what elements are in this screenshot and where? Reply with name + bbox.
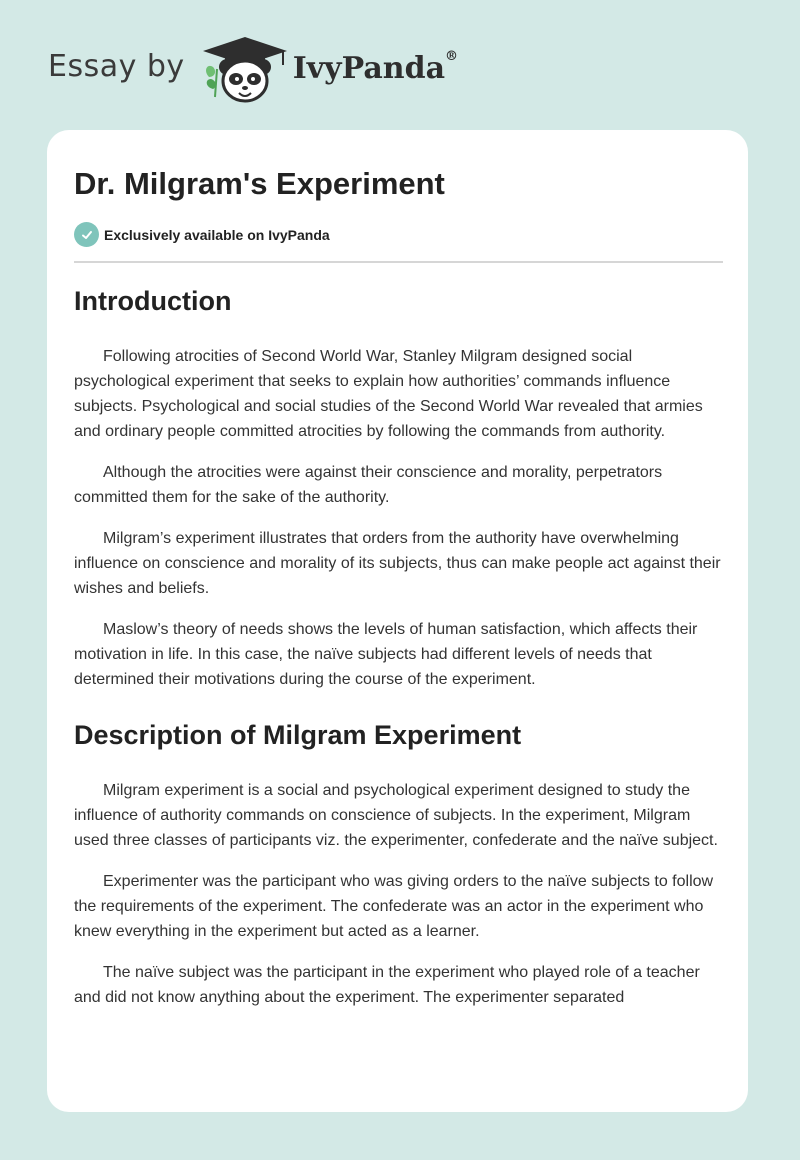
title-divider — [74, 261, 723, 263]
paragraph: Milgram’s experiment illustrates that orders from the authority have overwhelming influence on conscience and morality of its subjects, thus can make people act against their wishes and beliefs. — [74, 530, 721, 597]
check-icon — [74, 222, 99, 247]
section-heading-introduction: Introduction — [74, 286, 232, 316]
paragraph: Although the atrocities were against their conscience and morality, perpetrators committed them for the sake of the authority. — [74, 464, 663, 506]
exclusive-label: Exclusively available on IvyPanda — [104, 226, 330, 243]
paragraph: The naïve subject was the participant in the experiment who played role of a teacher and did not know anything about the experiment. The experimenter separated — [74, 964, 700, 1006]
brand-prefix: Essay by — [48, 48, 185, 84]
paragraph: Following atrocities of Second World War, Stanley Milgram designed social psychological experiment that seeks to explain how authorities’ commands influence subjects. Psychological and social studies of the Second World War revealed that armies and ordinary people committed atrocities by following the commands from authority. — [74, 348, 703, 440]
essay-body — [74, 282, 724, 1026]
section-heading-description: Description of Milgram Experiment — [74, 720, 522, 750]
paragraph: Milgram experiment is a social and psychological experiment designed to study the influence of authority commands on conscience of subjects. In the experiment, Milgram used three classes of participants viz. the experimenter, confederate and the naïve subject. — [74, 782, 718, 849]
brand-header — [48, 34, 458, 104]
paragraph: Maslow’s theory of needs shows the levels of human satisfaction, which affects their motivation in life. In this case, the naïve subjects had different levels of needs that determined their motivations during the course of the experiment. — [74, 621, 698, 688]
essay-card — [47, 130, 748, 1112]
paragraph: Experimenter was the participant who was giving orders to the naïve subjects to follow the requirements of the experiment. The confederate was an actor in the experiment who knew everything in the experiment but acted as a learner. — [74, 873, 714, 940]
brand-name: IvyPanda® — [292, 48, 459, 86]
page-title: Dr. Milgram's Experiment — [74, 166, 445, 201]
exclusive-badge — [74, 222, 330, 247]
panda-logo-icon — [199, 33, 291, 105]
